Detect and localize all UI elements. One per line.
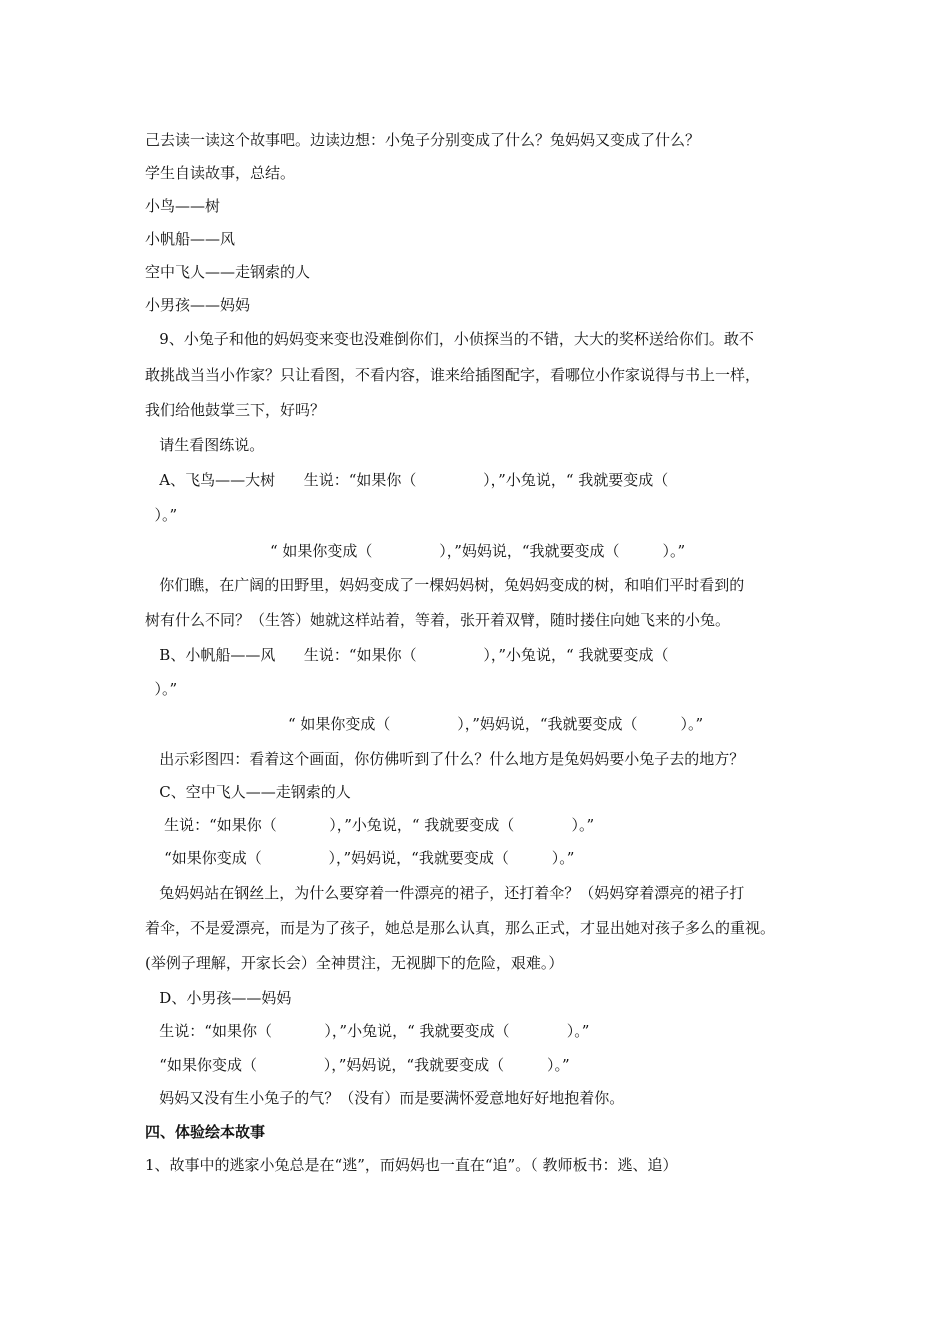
text-line: “ 如果你变成（ ），”妈妈说，“我就要变成（ ）。” <box>270 542 686 560</box>
text-line: 出示彩图四：看着这个画面，你仿佛听到了什么？什么地方是兔妈妈要小兔子去的地方？ <box>145 750 745 768</box>
text-line: “如果你变成（ ），”妈妈说，“我就要变成（ ）。” <box>145 1056 570 1074</box>
text-line: 妈妈又没有生小兔子的气？（没有）而是要满怀爱意地好好地抱着你。 <box>145 1089 625 1107</box>
text-line: 着伞，不是爱漂亮，而是为了孩子，她总是那么认真，那么正式，才显出她对孩子多么的重视。 <box>145 919 776 937</box>
text-line: ）。” <box>145 506 178 524</box>
text-line: “如果你变成（ ），”妈妈说，“我就要变成（ ）。” <box>145 849 575 867</box>
text-line: 你们瞧，在广阔的田野里，妈妈变成了一棵妈妈树，兔妈妈变成的树，和咱们平时看到的 <box>145 576 745 594</box>
text-line: 小男孩——妈妈 <box>145 296 251 314</box>
text-line: 敢挑战当当小作家？只让看图，不看内容，谁来给插图配字，看哪位小作家说得与书上一样， <box>145 366 761 384</box>
text-line: B、小帆船——风 生说：“如果你（ ），”小兔说，“ 我就要变成（ <box>145 646 669 664</box>
text-line: 小鸟——树 <box>145 197 221 215</box>
section-heading: 四、体验绘本故事 <box>145 1123 266 1141</box>
text-line: 9、小兔子和他的妈妈变来变也没难倒你们，小侦探当的不错，大大的奖杯送给你们。敢不 <box>145 330 754 348</box>
text-line: D、小男孩——妈妈 <box>145 989 292 1007</box>
text-line: 生说：“如果你（ ），”小兔说，“ 我就要变成（ ）。” <box>145 816 595 834</box>
text-line: C、空中飞人——走钢索的人 <box>145 783 351 801</box>
text-line: ）。” <box>145 680 178 698</box>
text-line: 兔妈妈站在钢丝上，为什么要穿着一件漂亮的裙子，还打着伞？（妈妈穿着漂亮的裙子打 <box>145 884 745 902</box>
text-line: 1、故事中的逃家小兔总是在“逃”，而妈妈也一直在“追”。（ 教师板书：逃、追） <box>145 1156 678 1174</box>
text-line: 树有什么不同？（生答）她就这样站着，等着，张开着双臂，随时搂住向她飞来的小兔。 <box>145 611 731 629</box>
text-line: “ 如果你变成（ ），”妈妈说，“我就要变成（ ）。” <box>288 715 704 733</box>
text-line: 我们给他鼓掌三下，好吗？ <box>145 401 326 419</box>
text-line: 小帆船——风 <box>145 230 236 248</box>
text-line: 请生看图练说。 <box>145 436 265 454</box>
text-line: 己去读一读这个故事吧。边读边想：小兔子分别变成了什么？兔妈妈又变成了什么？ <box>145 131 701 149</box>
text-line: 空中飞人——走钢索的人 <box>145 263 311 281</box>
text-line: A、飞鸟——大树 生说：“如果你（ ），”小兔说，“ 我就要变成（ <box>145 471 669 489</box>
text-line: (举例子理解，开家长会）全神贯注，无视脚下的危险，艰难。） <box>145 954 564 972</box>
text-line: 生说：“如果你（ ），”小兔说，“ 我就要变成（ ）。” <box>145 1022 590 1040</box>
text-line: 学生自读故事，总结。 <box>145 164 296 182</box>
